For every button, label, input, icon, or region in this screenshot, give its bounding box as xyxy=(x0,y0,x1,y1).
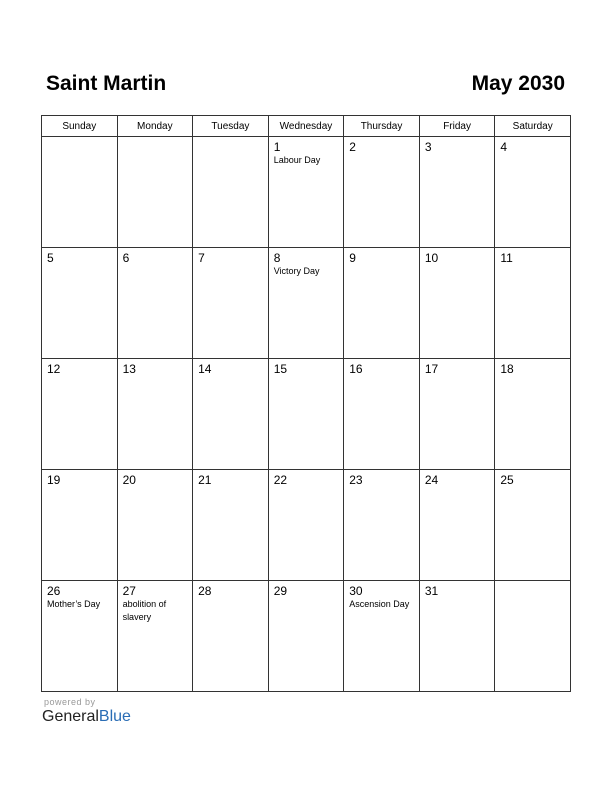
day-number: 1 xyxy=(273,140,281,154)
day-cell xyxy=(419,137,495,248)
week-row xyxy=(42,248,571,359)
day-cell xyxy=(495,137,571,248)
holiday-label: abolition of slavery xyxy=(122,599,167,622)
day-cell xyxy=(495,248,571,359)
powered-by-label: powered by xyxy=(44,697,96,707)
day-number: 3 xyxy=(424,140,432,154)
weekday-header: Saturday xyxy=(495,116,571,137)
day-number: 22 xyxy=(273,473,288,487)
calendar-region-title: Saint Martin xyxy=(46,72,167,95)
holiday-label: Mother’s Day xyxy=(47,599,101,609)
day-cell xyxy=(193,359,269,470)
day-cell xyxy=(419,581,495,692)
day-number: 28 xyxy=(198,584,212,598)
weekday-header: Friday xyxy=(419,116,495,137)
weekday-header: Wednesday xyxy=(268,116,344,137)
day-number: 30 xyxy=(349,584,363,598)
holiday-label: Labour Day xyxy=(273,155,321,165)
weekday-header: Tuesday xyxy=(193,116,269,137)
day-cell xyxy=(344,470,420,581)
day-number: 14 xyxy=(198,362,212,376)
weekday-header: Sunday xyxy=(42,116,118,137)
day-cell xyxy=(419,470,495,581)
day-number: 24 xyxy=(424,473,439,487)
day-cell xyxy=(117,359,193,470)
day-cell xyxy=(344,137,420,248)
day-cell xyxy=(268,470,344,581)
day-cell xyxy=(419,359,495,470)
day-cell xyxy=(117,137,193,248)
day-number: 23 xyxy=(349,473,363,487)
day-cell xyxy=(268,581,344,692)
day-cell xyxy=(268,359,344,470)
day-number: 8 xyxy=(273,251,281,265)
day-cell xyxy=(344,581,420,692)
day-number: 20 xyxy=(122,473,136,487)
day-cell xyxy=(268,137,344,248)
day-cell xyxy=(117,248,193,359)
day-cell xyxy=(495,581,571,692)
day-cell xyxy=(42,248,118,359)
day-number: 27 xyxy=(122,584,136,598)
logo-text-blue: Blue xyxy=(98,708,131,725)
calendar-grid xyxy=(41,115,571,692)
day-number: 19 xyxy=(47,473,61,487)
week-row xyxy=(42,470,571,581)
day-cell xyxy=(193,137,269,248)
week-row xyxy=(42,581,571,692)
day-number: 7 xyxy=(198,251,205,265)
generalblue-logo[interactable] xyxy=(42,708,131,726)
weekday-header-row xyxy=(42,116,571,137)
day-number: 4 xyxy=(500,140,508,154)
calendar-month-title: May 2030 xyxy=(471,72,565,95)
day-number: 2 xyxy=(349,140,356,154)
day-cell xyxy=(117,581,193,692)
day-cell xyxy=(42,137,118,248)
day-number: 16 xyxy=(349,362,363,376)
day-number: 12 xyxy=(47,362,61,376)
weekday-header: Thursday xyxy=(344,116,420,137)
day-number: 18 xyxy=(500,362,514,376)
day-cell xyxy=(495,359,571,470)
day-number: 31 xyxy=(424,584,439,598)
day-number: 6 xyxy=(122,251,130,265)
logo-text-general: General xyxy=(42,708,99,725)
day-cell xyxy=(42,359,118,470)
day-cell xyxy=(495,470,571,581)
day-cell xyxy=(344,359,420,470)
holiday-label: Ascension Day xyxy=(349,599,410,609)
day-cell xyxy=(419,248,495,359)
day-number: 13 xyxy=(122,362,136,376)
day-cell xyxy=(42,581,118,692)
day-cell xyxy=(193,470,269,581)
day-number: 29 xyxy=(273,584,288,598)
day-number: 26 xyxy=(47,584,61,598)
day-cell xyxy=(42,470,118,581)
day-number: 11 xyxy=(500,251,513,265)
day-cell xyxy=(344,248,420,359)
day-number: 21 xyxy=(198,473,212,487)
day-number: 9 xyxy=(349,251,356,265)
day-cell xyxy=(117,470,193,581)
week-row xyxy=(42,359,571,470)
day-cell xyxy=(193,581,269,692)
day-number: 17 xyxy=(424,362,439,376)
weekday-header: Monday xyxy=(117,116,193,137)
day-cell xyxy=(268,248,344,359)
day-number: 10 xyxy=(424,251,439,265)
day-number: 15 xyxy=(273,362,288,376)
holiday-label: Victory Day xyxy=(273,266,320,276)
day-number: 25 xyxy=(500,473,514,487)
week-row xyxy=(42,137,571,248)
day-cell xyxy=(193,248,269,359)
day-number: 5 xyxy=(47,251,54,265)
